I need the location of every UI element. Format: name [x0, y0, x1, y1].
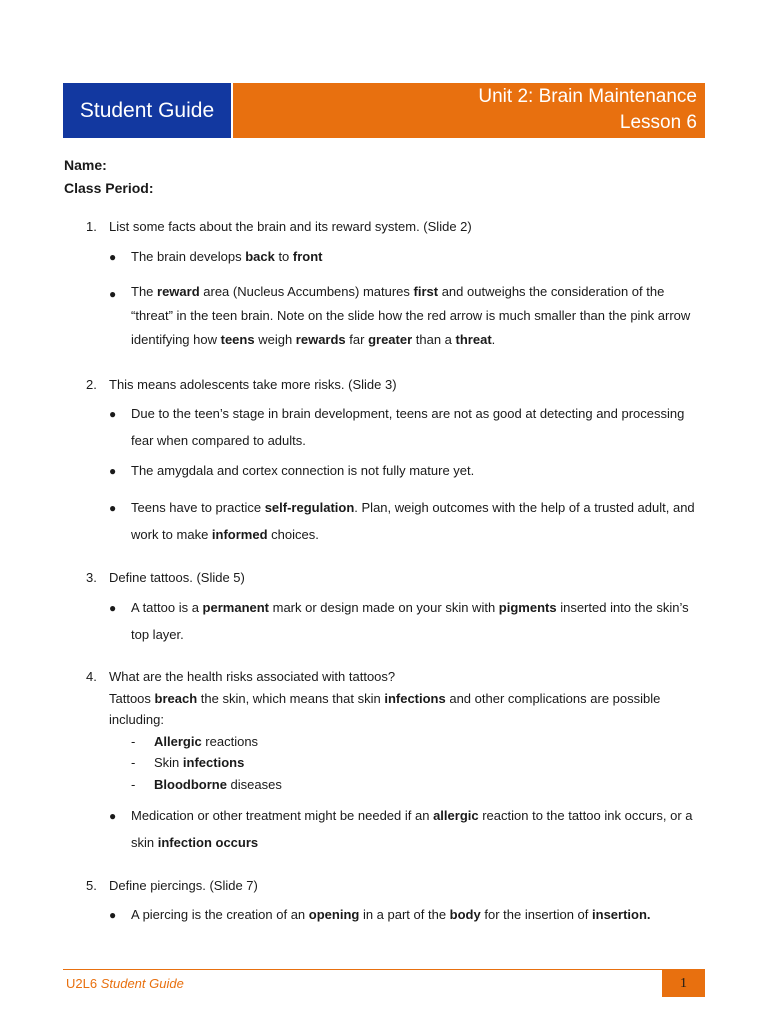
question-number: 3.: [86, 570, 97, 585]
question-number: 4.: [86, 669, 97, 684]
list-item: Bloodborne diseases: [154, 777, 282, 792]
answer-bullet: The amygdala and cortex connection is not fully mature yet.: [131, 463, 475, 478]
list-item: Skin infections: [154, 755, 245, 770]
question-number: 1.: [86, 219, 97, 234]
question-number: 5.: [86, 878, 97, 893]
dash-marker: -: [131, 777, 136, 792]
list-item: Allergic reactions: [154, 734, 259, 749]
answer-bullet: A tattoo is a permanent mark or design made on your skin with pigments inserted into the skin’s top layer.: [131, 600, 689, 642]
lesson-title: Lesson 6: [619, 112, 697, 133]
bullet-icon: ●: [109, 287, 117, 301]
unit-title: Unit 2: Brain Maintenance: [478, 86, 697, 107]
bullet-icon: ●: [109, 250, 117, 264]
class-period-label: Class Period:: [64, 180, 154, 196]
question-text: List some facts about the brain and its reward system. (Slide 2): [109, 219, 472, 234]
dash-marker: -: [131, 755, 136, 770]
answer-bullet: The reward area (Nucleus Accumbens) matures first and outweighs the consideration of the “threat” in the teen brain. Note on the slide how the red arrow is much smaller than the pink arrow identifying how teens weigh rewards far greater than a threat.: [131, 284, 691, 347]
answer-bullet: Medication or other treatment might be needed if an allergic reaction to the tattoo ink occurs, or a skin infection occurs: [131, 808, 693, 850]
question-number: 2.: [86, 377, 97, 392]
unit-lesson-title: [233, 83, 705, 138]
bullet-icon: ●: [109, 501, 117, 515]
name-label: Name:: [64, 157, 107, 173]
student-guide-badge: Student Guide: [63, 83, 233, 138]
header-banner: [63, 83, 705, 138]
question-text: What are the health risks associated with tattoos?: [109, 669, 396, 684]
answer-paragraph: Tattoos breach the skin, which means that skin infections and other complications are possible including:: [109, 691, 661, 727]
question-text: This means adolescents take more risks. (Slide 3): [109, 377, 397, 392]
answer-bullet: A piercing is the creation of an opening in a part of the body for the insertion of insertion.: [131, 907, 651, 922]
dash-marker: -: [131, 734, 136, 749]
page-number: 1: [662, 970, 705, 997]
question-text: Define piercings. (Slide 7): [109, 878, 258, 893]
answer-bullet: Due to the teen’s stage in brain development, teens are not as good at detecting and processing fear when compared to adults.: [131, 406, 685, 448]
bullet-icon: ●: [109, 407, 117, 421]
question-text: Define tattoos. (Slide 5): [109, 570, 245, 585]
bullet-icon: ●: [109, 908, 117, 922]
footer-divider: [63, 969, 705, 970]
answer-bullet: Teens have to practice self-regulation. Plan, weigh outcomes with the help of a trusted adult, and work to make informed choices.: [131, 500, 695, 542]
footer-label: U2L6 Student Guide: [66, 976, 184, 991]
answer-bullet: The brain develops back to front: [131, 249, 323, 264]
bullet-icon: ●: [109, 809, 117, 823]
bullet-icon: ●: [109, 601, 117, 615]
bullet-icon: ●: [109, 464, 117, 478]
